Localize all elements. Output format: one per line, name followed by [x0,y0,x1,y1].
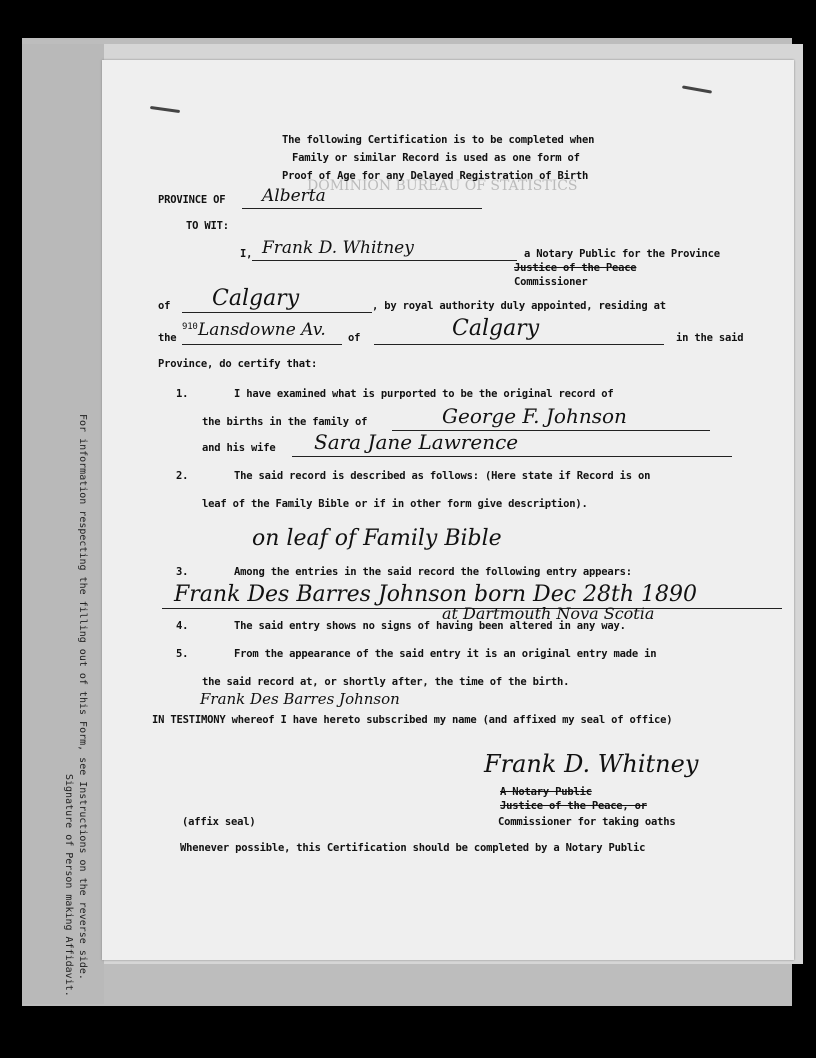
mother-name: Sara Jane Lawrence [314,430,519,454]
header-line-1: The following Certification is to be completed when [282,134,595,146]
background-stamp: DOMINION BUREAU OF STATISTICS [307,178,578,194]
item4-number: 4. [176,620,189,632]
entry-text: Frank Des Barres Johnson born Dec 28th 1890 [174,582,698,607]
item5-line1: From the appearance of the said entry it is an original entry made in [234,648,657,660]
header-line-3: Proof of Age for any Delayed Registration of Birth [282,170,589,182]
sign-title-notary: A Notary Public [500,786,592,798]
item2-line2: leaf of the Family Bible or if in other form give description). [202,498,588,510]
notary-signature: Frank D. Whitney [484,750,699,778]
notary-name: Frank D. Whitney [262,238,414,258]
item2-line1: The said record is described as follows: (Here state if Record is on [234,470,651,482]
province-value: Alberta [262,186,326,206]
item3-number: 3. [176,566,189,578]
residence-city: Calgary [452,316,540,341]
staple-right [682,85,712,93]
province-certify: Province, do certify that: [158,358,318,370]
in-said-text: in the said [676,332,744,344]
interlined-name: Frank Des Barres Johnson [200,690,400,708]
province-label: PROVINCE OF [158,194,226,206]
title-justice: Justice of the Peace [514,262,637,274]
testimony-text: IN TESTIMONY whereof I have hereto subscribed my name (and affixed my seal of office) [152,714,673,726]
item1-line1: I have examined what is purported to be the original record of [234,388,614,400]
item3-line1: Among the entries in the said record the following entry appears: [234,566,632,578]
appointed-text: , by royal authority duly appointed, residing at [372,300,666,312]
of-label-2: of [348,332,361,344]
of-city: Calgary [212,286,300,311]
house-number: 910 [182,322,198,332]
the-label: the [158,332,177,344]
residence-street: Lansdowne Av. [198,320,326,340]
header-line-2: Family or similar Record is used as one form of [292,152,580,164]
mother-line [292,456,732,457]
title-notary: a Notary Public for the Province [524,248,720,260]
item2-number: 2. [176,470,189,482]
of-city-line [182,312,372,313]
name-prefix: I, [240,248,253,260]
certification-document [102,60,794,960]
strip-signature-label: Signature of Person making Affidavit. [63,774,74,997]
street-line [182,344,342,345]
record-description: on leaf of Family Bible [252,526,502,551]
affix-seal: (affix seal) [182,816,256,828]
title-commissioner: Commissioner [514,276,588,288]
father-name: George F. Johnson [442,404,627,428]
sign-title-justice: Justice of the Peace, or [500,800,647,812]
notary-name-line [252,260,517,261]
sign-title-commissioner: Commissioner for taking oaths [498,816,676,828]
side-strip [22,44,104,1004]
item1-line3: and his wife [202,442,276,454]
strip-instructions: For information respecting the filling out of this Form, see Instructions on the reverse side. [77,414,88,980]
city-line [374,344,664,345]
item1-line2: the births in the family of [202,416,368,428]
item1-number: 1. [176,388,189,400]
of-label: of [158,300,171,312]
item5-line2: the said record at, or shortly after, the time of the birth. [202,676,570,688]
staple-left [150,106,180,113]
entry-place: at Dartmouth Nova Scotia [442,604,655,623]
item4-line1: The said entry shows no signs of having been altered in any way. [234,620,626,632]
to-wit-label: TO WIT: [186,220,229,232]
footer-note: Whenever possible, this Certification should be completed by a Notary Public [180,842,646,854]
province-line [242,208,482,209]
item5-number: 5. [176,648,189,660]
